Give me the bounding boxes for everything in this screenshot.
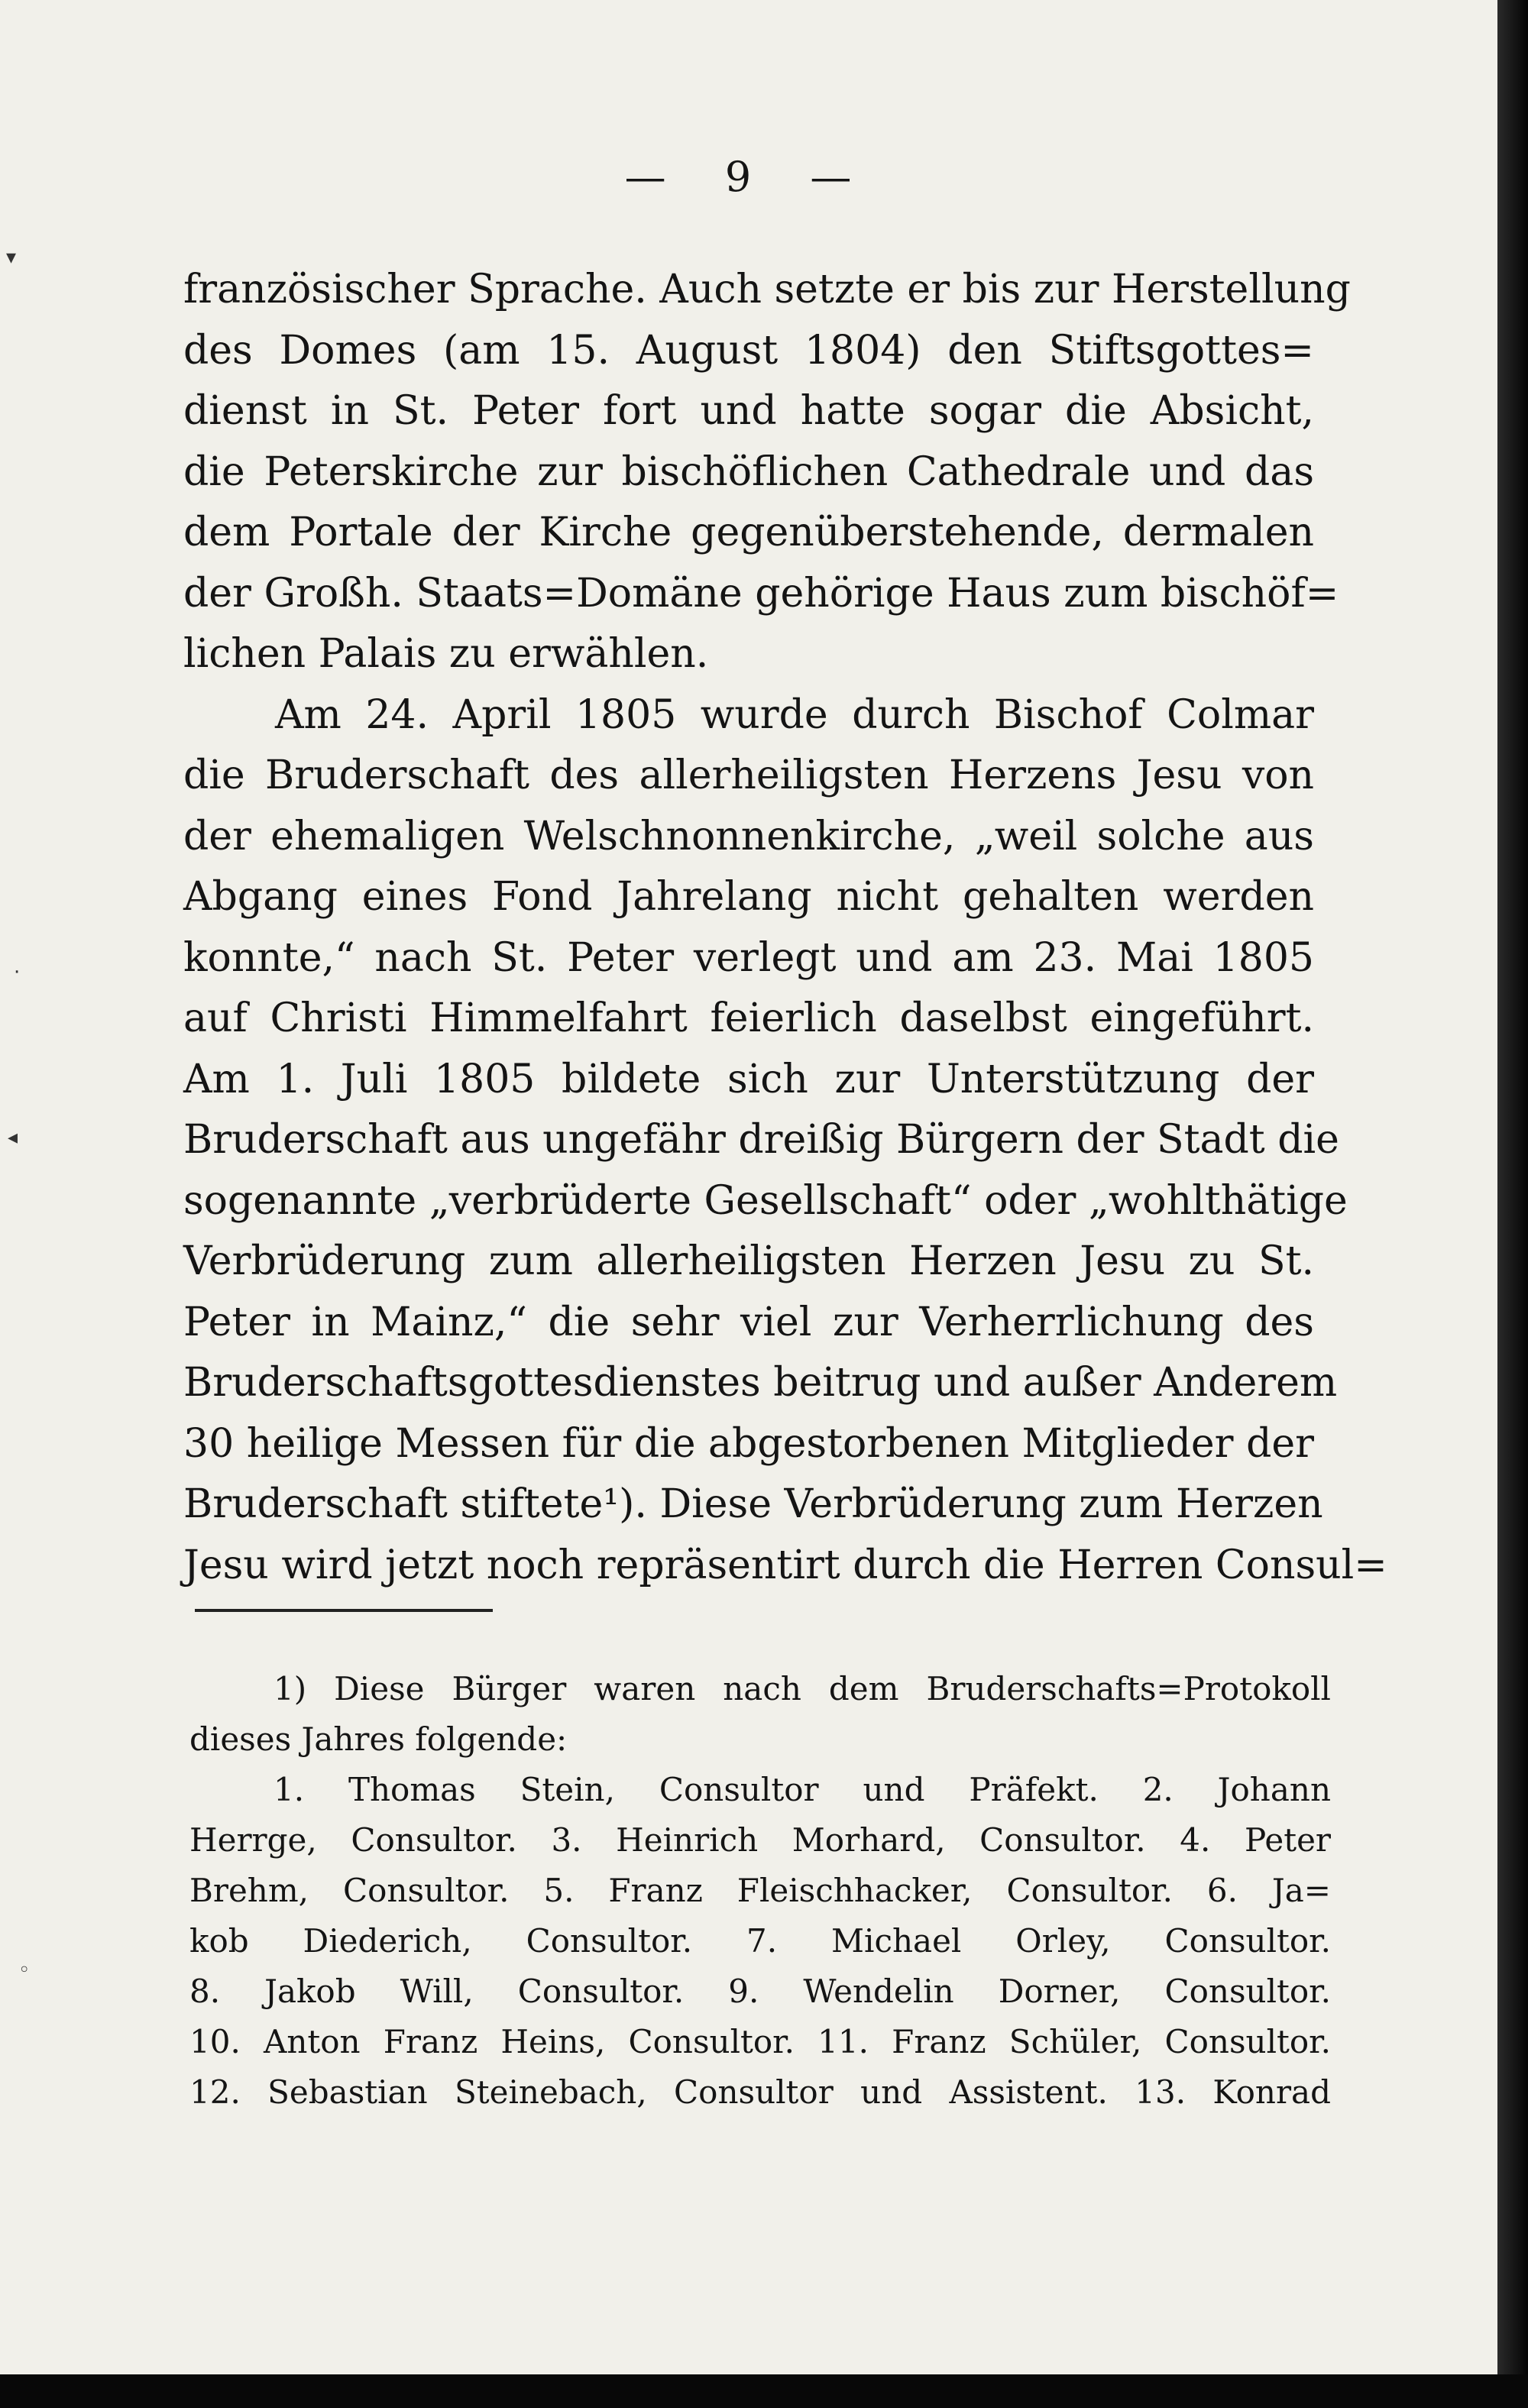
margin-mark-icon: ·	[14, 961, 21, 984]
body-line: französischer Sprache. Auch setzte er bis zur Herstellung	[183, 267, 1351, 312]
body-line: Am 24. April 1805 wurde durch Bischof Colmar	[275, 691, 1314, 738]
body-line: der Großh. Staats=Domäne gehörige Haus zum bischöf=	[183, 570, 1339, 617]
footnote-divider	[195, 1609, 493, 1612]
footnote-line: 12. Sebastian Steinebach, Consultor und Assistent. 13. Konrad	[189, 2073, 1331, 2111]
body-line: Jesu wird jetzt noch repräsentirt durch die Herren Consul=	[183, 1542, 1387, 1588]
margin-mark-icon: ◂	[8, 1126, 18, 1149]
body-line: die Bruderschaft des allerheiligsten Herzens Jesu von	[183, 752, 1314, 798]
margin-mark-icon: ◦	[18, 1959, 31, 1982]
body-line: die Peterskirche zur bischöflichen Cathedrale und das	[183, 448, 1314, 495]
body-line: auf Christi Himmelfahrt feierlich daselbst eingeführt.	[183, 995, 1314, 1041]
scan-edge-right	[1497, 0, 1528, 2408]
footnote-line: Brehm, Consultor. 5. Franz Fleischhacker, Consultor. 6. Ja=	[189, 1872, 1331, 1909]
footnote-line: 8. Jakob Will, Consultor. 9. Wendelin Dorner, Consultor.	[189, 1973, 1331, 2010]
body-line: Abgang eines Fond Jahrelang nicht gehalten werden	[183, 874, 1314, 920]
footnote-line: kob Diederich, Consultor. 7. Michael Orley, Consultor.	[189, 1922, 1331, 1960]
body-line: des Domes (am 15. August 1804) den Stiftsgottes=	[183, 327, 1314, 374]
footnote-line: Herrge, Consultor. 3. Heinrich Morhard, Consultor. 4. Peter	[189, 1821, 1331, 1859]
body-line: der ehemaligen Welschnonnenkirche, „weil solche aus	[183, 813, 1314, 859]
page-number: — 9 —	[624, 153, 875, 201]
footnote-line: dieses Jahres folgende:	[189, 1720, 568, 1758]
body-line: Bruderschaftsgottesdienstes beitrug und außer Anderem	[183, 1360, 1338, 1406]
footnote-line: 1. Thomas Stein, Consultor und Präfekt. 2. Johann	[274, 1771, 1331, 1808]
body-line: lichen Palais zu erwählen.	[183, 631, 709, 677]
body-line: konnte,“ nach St. Peter verlegt und am 23. Mai 1805	[183, 934, 1314, 981]
body-text	[183, 260, 1387, 1596]
footnote-line: 1) Diese Bürger waren nach dem Bruderschafts=Protokoll	[274, 1670, 1331, 1707]
body-line: Peter in Mainz,“ die sehr viel zur Verherrlichung des	[183, 1299, 1314, 1345]
footnote	[189, 1664, 1331, 2118]
scan-edge-bottom	[0, 2374, 1528, 2408]
margin-mark-icon: ▾	[6, 246, 17, 269]
body-line: dem Portale der Kirche gegenüberstehende, dermalen	[183, 510, 1314, 555]
body-line: 30 heilige Messen für die abgestorbenen Mitglieder der	[183, 1420, 1314, 1467]
body-line: Bruderschaft aus ungefähr dreißig Bürgern der Stadt die	[183, 1117, 1339, 1163]
footnote-line: 10. Anton Franz Heins, Consultor. 11. Franz Schüler, Consultor.	[189, 2023, 1331, 2060]
body-line: sogenannte „verbrüderte Gesellschaft“ oder „wohlthätige	[183, 1177, 1348, 1224]
body-line: Verbrüderung zum allerheiligsten Herzen Jesu zu St.	[183, 1238, 1314, 1284]
body-line: Bruderschaft stiftete¹). Diese Verbrüderung zum Herzen	[183, 1481, 1323, 1527]
body-line: Am 1. Juli 1805 bildete sich zur Unterstützung der	[183, 1056, 1314, 1102]
body-line: dienst in St. Peter fort und hatte sogar die Absicht,	[183, 388, 1314, 434]
